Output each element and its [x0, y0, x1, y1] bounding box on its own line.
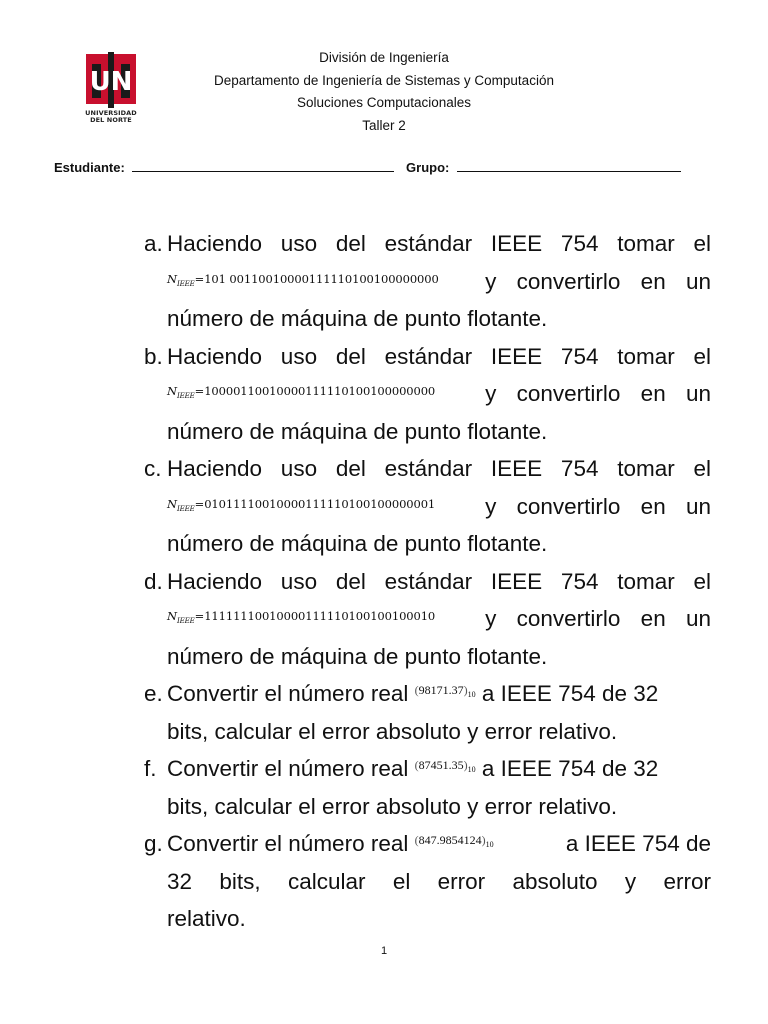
question-text-line-3: relativo.: [167, 906, 246, 931]
convert-prefix: Convertir el número real: [167, 831, 409, 856]
convert-suffix: a IEEE 754 de 32: [481, 756, 659, 781]
question-text-line-3: número de máquina de punto flotante.: [167, 306, 548, 331]
real-number: (98171.37)10: [414, 683, 476, 699]
question-text-line-1: Haciendo uso del estándar IEEE 754 tomar el: [167, 343, 711, 369]
convert-prefix: Convertir el número real: [167, 681, 409, 706]
logo-line-1: UNIVERSIDAD: [85, 109, 137, 117]
question-marker: a.: [144, 231, 163, 256]
student-info-line: [54, 160, 681, 175]
ieee-formula: [167, 609, 435, 623]
ieee-formula: [167, 272, 439, 286]
convert-phrase: y convertirlo en un: [485, 381, 711, 406]
division-title: División de Ingeniería: [319, 50, 449, 65]
convert-suffix: a IEEE 754 de: [565, 831, 711, 856]
question-marker: b.: [144, 343, 163, 369]
convert-phrase: y convertirlo en un: [485, 493, 711, 519]
ieee-symbol: N: [167, 496, 177, 511]
department-title: Departamento de Ingeniería de Sistemas y Computación: [214, 72, 554, 88]
ieee-symbol: N: [167, 384, 177, 398]
ieee-subscript: IEEE: [176, 504, 195, 513]
question-marker: e.: [144, 681, 163, 706]
logo-initials: UN: [89, 67, 133, 97]
ieee-symbol: N: [167, 609, 177, 623]
question-text-line-3: número de máquina de punto flotante.: [167, 643, 548, 669]
number-base: 10: [467, 690, 476, 699]
question-text-line-1: [167, 681, 658, 707]
document-header: [0, 47, 768, 137]
ieee-bit-string: 101 00110010000111110100100000000: [204, 271, 439, 286]
question-marker: f.: [144, 756, 157, 781]
equals-sign: =: [194, 384, 205, 398]
question-formula-line: [167, 269, 711, 295]
question-text-line-2: 32 bits, calcular el error absoluto y error: [167, 868, 711, 894]
question-text-line-3: número de máquina de punto flotante.: [167, 418, 548, 444]
group-label: Grupo:: [406, 160, 450, 175]
ieee-subscript: IEEE: [176, 392, 195, 400]
question-text-line-1: Haciendo uso del estándar IEEE 754 tomar el: [167, 568, 711, 594]
logo-line-2: DEL NORTE: [90, 116, 132, 124]
student-label: Estudiante:: [54, 160, 125, 175]
number-base: 10: [467, 765, 476, 774]
equals-sign: =: [194, 496, 205, 511]
question-text-line-1: Haciendo uso del estándar IEEE 754 tomar el: [167, 456, 711, 481]
question-marker: c.: [144, 456, 162, 481]
ieee-subscript: IEEE: [176, 617, 195, 625]
real-value: 98171.37: [418, 683, 464, 697]
ieee-bit-string: 11111110010000111110100100100010: [204, 609, 436, 623]
question-formula-line: [167, 606, 711, 632]
ieee-subscript: IEEE: [176, 279, 195, 288]
question-text-line-2: bits, calcular el error absoluto y error relativo.: [167, 718, 618, 744]
question-text-line-1: [167, 756, 658, 782]
question-marker: g.: [144, 831, 163, 856]
real-value: 87451.35: [418, 758, 464, 772]
question-formula-line: [167, 381, 711, 407]
question-marker: d.: [144, 568, 163, 594]
group-field[interactable]: [457, 161, 681, 172]
question-text-line-3: número de máquina de punto flotante.: [167, 531, 548, 556]
question-text-line-2: bits, calcular el error absoluto y error relativo.: [167, 793, 618, 819]
course-title: Soluciones Computacionales: [296, 95, 472, 110]
equals-sign: =: [194, 271, 205, 286]
number-base: 10: [485, 840, 494, 849]
convert-prefix: Convertir el número real: [167, 756, 409, 781]
real-number: (847.9854124)10: [414, 833, 494, 849]
convert-phrase: y convertirlo en un: [485, 268, 711, 294]
assignment-title: Taller 2: [362, 117, 406, 133]
question-formula-line: [167, 494, 711, 520]
ieee-bit-string: 01011110010000111110100100000001: [204, 496, 436, 511]
real-value: 847.9854124: [418, 833, 482, 847]
question-text-line-1: Haciendo uso del estándar IEEE 754 tomar el: [167, 231, 711, 256]
question-text-line-1: [167, 831, 711, 857]
convert-suffix: a IEEE 754 de 32: [481, 681, 659, 706]
ieee-formula: [167, 497, 435, 511]
convert-phrase: y convertirlo en un: [485, 606, 711, 631]
student-name-field[interactable]: [132, 161, 394, 172]
equals-sign: =: [194, 609, 205, 623]
ieee-bit-string: 10000110010000111110100100000000: [204, 384, 436, 398]
page-number: 1: [380, 945, 388, 957]
ieee-symbol: N: [167, 271, 177, 286]
ieee-formula: [167, 384, 435, 398]
real-number: (87451.35)10: [414, 758, 476, 774]
